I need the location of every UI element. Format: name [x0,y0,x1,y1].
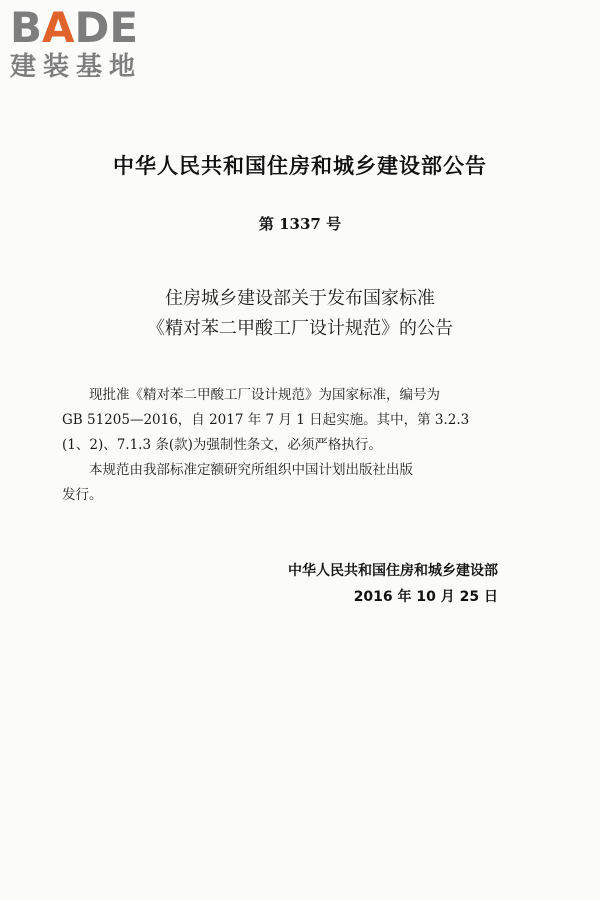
logo-wordmark [10,3,180,52]
signature-organization: 中华人民共和国住房和城乡建设部 [288,563,498,579]
paragraph-line: 本规范由我部标准定额研究所组织中国计划出版社出版 [89,462,413,478]
bade-logo [10,3,180,82]
announcement-subtitle [0,284,600,344]
announcement-number: 第 1337 号 [258,215,342,233]
signature-date: 2016 年 10 月 25 日 [353,589,498,605]
logo-subtitle: 建装基地 [10,52,143,82]
logo-letter-b: B [10,3,43,52]
paragraph-approval [62,383,560,458]
signature-block [288,558,498,610]
paragraph-publication [62,458,560,508]
logo-letter-a-accent: A [42,3,75,52]
paragraph-line: 现批准《精对苯二甲酸工厂设计规范》为国家标准，编号为 [89,387,440,403]
announcement-body [62,383,560,508]
announcement-title: 中华人民共和国住房和城乡建设部公告 [113,154,487,178]
logo-letters-de: DE [74,3,139,52]
paragraph-line: 发行。 [62,487,103,503]
subtitle-line-1: 住房城乡建设部关于发布国家标准 [165,288,435,309]
subtitle-line-2: 《精对苯二甲酸工厂设计规范》的公告 [147,318,453,339]
paragraph-line: (1、2)、7.1.3 条(款)为强制性条文，必须严格执行。 [62,437,382,453]
paragraph-line: GB 51205—2016，自 2017 年 7 月 1 日起实施。其中，第 3.2.3 [62,412,470,428]
